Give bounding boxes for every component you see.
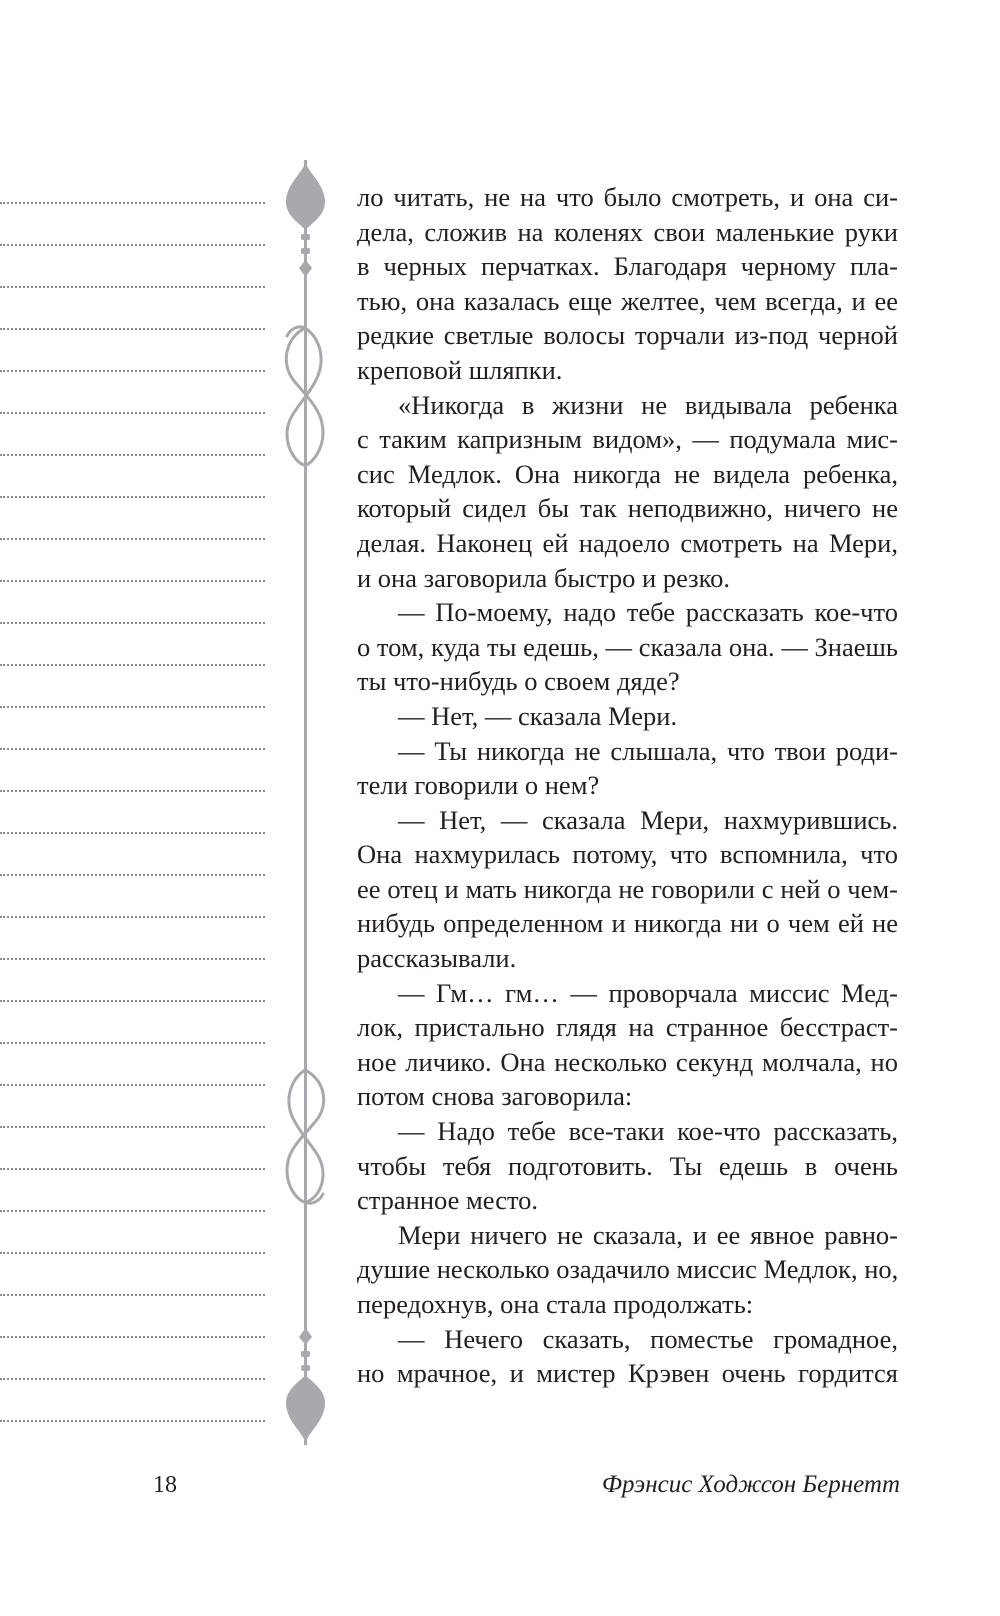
- note-line: [0, 1378, 265, 1380]
- note-line: [0, 286, 265, 288]
- note-line: [0, 580, 265, 582]
- body-text: [357, 180, 898, 1425]
- text-line: странное место.: [357, 1185, 539, 1216]
- note-line: [0, 1126, 265, 1128]
- text-line: — Гм… гм… — проворчала миссис Мед-: [398, 977, 898, 1008]
- note-line: [0, 538, 265, 540]
- text-line: который сидел бы так неподвижно, ничего не: [357, 493, 898, 524]
- text-line: «Никогда в жизни не видывала ребенка: [398, 389, 898, 420]
- text-line: ло читать, не на что было смотреть, и она си-: [357, 182, 898, 212]
- text-line: редкие светлые волосы торчали из-под черной: [357, 320, 898, 351]
- note-line: [0, 1000, 265, 1002]
- text-line: лок, пристально глядя на странное бесстраст-: [357, 1012, 898, 1043]
- note-line: [0, 1336, 265, 1338]
- text-line: передохнув, она стала продолжать:: [357, 1289, 754, 1319]
- note-line: [0, 1042, 265, 1044]
- text-line: ты что-нибудь о своем дяде?: [357, 666, 680, 697]
- note-line: [0, 958, 265, 960]
- note-line: [0, 706, 265, 708]
- text-line: сис Медлок. Она никогда не видела ребенка,: [357, 458, 898, 489]
- note-line: [0, 412, 265, 414]
- text-line: душие несколько озадачило миссис Медлок, но,: [357, 1254, 898, 1285]
- note-line: [0, 622, 265, 624]
- page-footer: [0, 1470, 1000, 1510]
- note-line: [0, 328, 265, 330]
- text-line: тью, она казалась еще желтее, чем всегда, и ее: [357, 285, 898, 316]
- text-line: тели говорили о нем?: [357, 770, 600, 801]
- note-line: [0, 496, 265, 498]
- notes-area: [0, 160, 265, 1445]
- text-line: — Ты никогда не слышала, что твои роди-: [398, 735, 898, 766]
- text-line: Она нахмурилась потому, что вспомнила, что: [357, 839, 898, 870]
- text-line: — Нет, — сказала Мери, нахмурившись.: [398, 804, 898, 835]
- note-line: [0, 916, 265, 918]
- text-line: с таким капризным видом», — подумала мис-: [357, 424, 898, 455]
- note-line: [0, 748, 265, 750]
- running-author: Фрэнсис Ходжсон Бернетт: [601, 1471, 900, 1498]
- text-line: рассказывали.: [357, 943, 517, 974]
- text-line: — Надо тебе все-таки кое-что рассказать,: [398, 1116, 898, 1147]
- page-number: 18: [153, 1472, 177, 1498]
- text-line: — Нечего сказать, поместье громадное,: [398, 1323, 898, 1354]
- text-line: и она заговорила быстро и резко.: [357, 562, 731, 593]
- text-line: ное личико. Она несколько секунд молчала, но: [357, 1046, 898, 1077]
- text-line: о том, куда ты едешь, — сказала она. — Знаешь: [357, 631, 898, 662]
- note-line: [0, 1420, 265, 1422]
- note-line: [0, 1210, 265, 1212]
- text-line: — По-моему, надо тебе рассказать кое-что: [398, 597, 898, 628]
- note-line: [0, 244, 265, 246]
- text-line: креповой шляпки.: [357, 354, 563, 385]
- text-line: делая. Наконец ей надоело смотреть на Мери,: [357, 527, 898, 558]
- text-line: нибудь определенном и никогда ни о чем ей не: [357, 908, 898, 939]
- note-line: [0, 370, 265, 372]
- note-line: [0, 202, 265, 204]
- note-line: [0, 1252, 265, 1254]
- note-line: [0, 1294, 265, 1296]
- text-line: потом снова заговорила:: [357, 1081, 633, 1112]
- note-line: [0, 832, 265, 834]
- ornamental-divider-icon: [265, 160, 365, 1445]
- note-line: [0, 790, 265, 792]
- note-line: [0, 454, 265, 456]
- text-line: но мрачное, и мистер Крэвен очень гордится: [357, 1358, 898, 1389]
- text-line: дела, сложив на коленях свои маленькие руки: [357, 216, 898, 247]
- text-line: чтобы тебя подготовить. Ты едешь в очень: [357, 1150, 898, 1181]
- text-line: ее отец и мать никогда не говорили с ней о чем-: [357, 873, 898, 904]
- note-line: [0, 874, 265, 876]
- text-line: Мери ничего не сказала, и ее явное равно-: [398, 1219, 898, 1250]
- note-line: [0, 664, 265, 666]
- note-line: [0, 1168, 265, 1170]
- note-line: [0, 1084, 265, 1086]
- text-line: — Нет, — сказала Мери.: [398, 700, 678, 731]
- text-line: в черных перчатках. Благодаря черному пла-: [357, 251, 898, 282]
